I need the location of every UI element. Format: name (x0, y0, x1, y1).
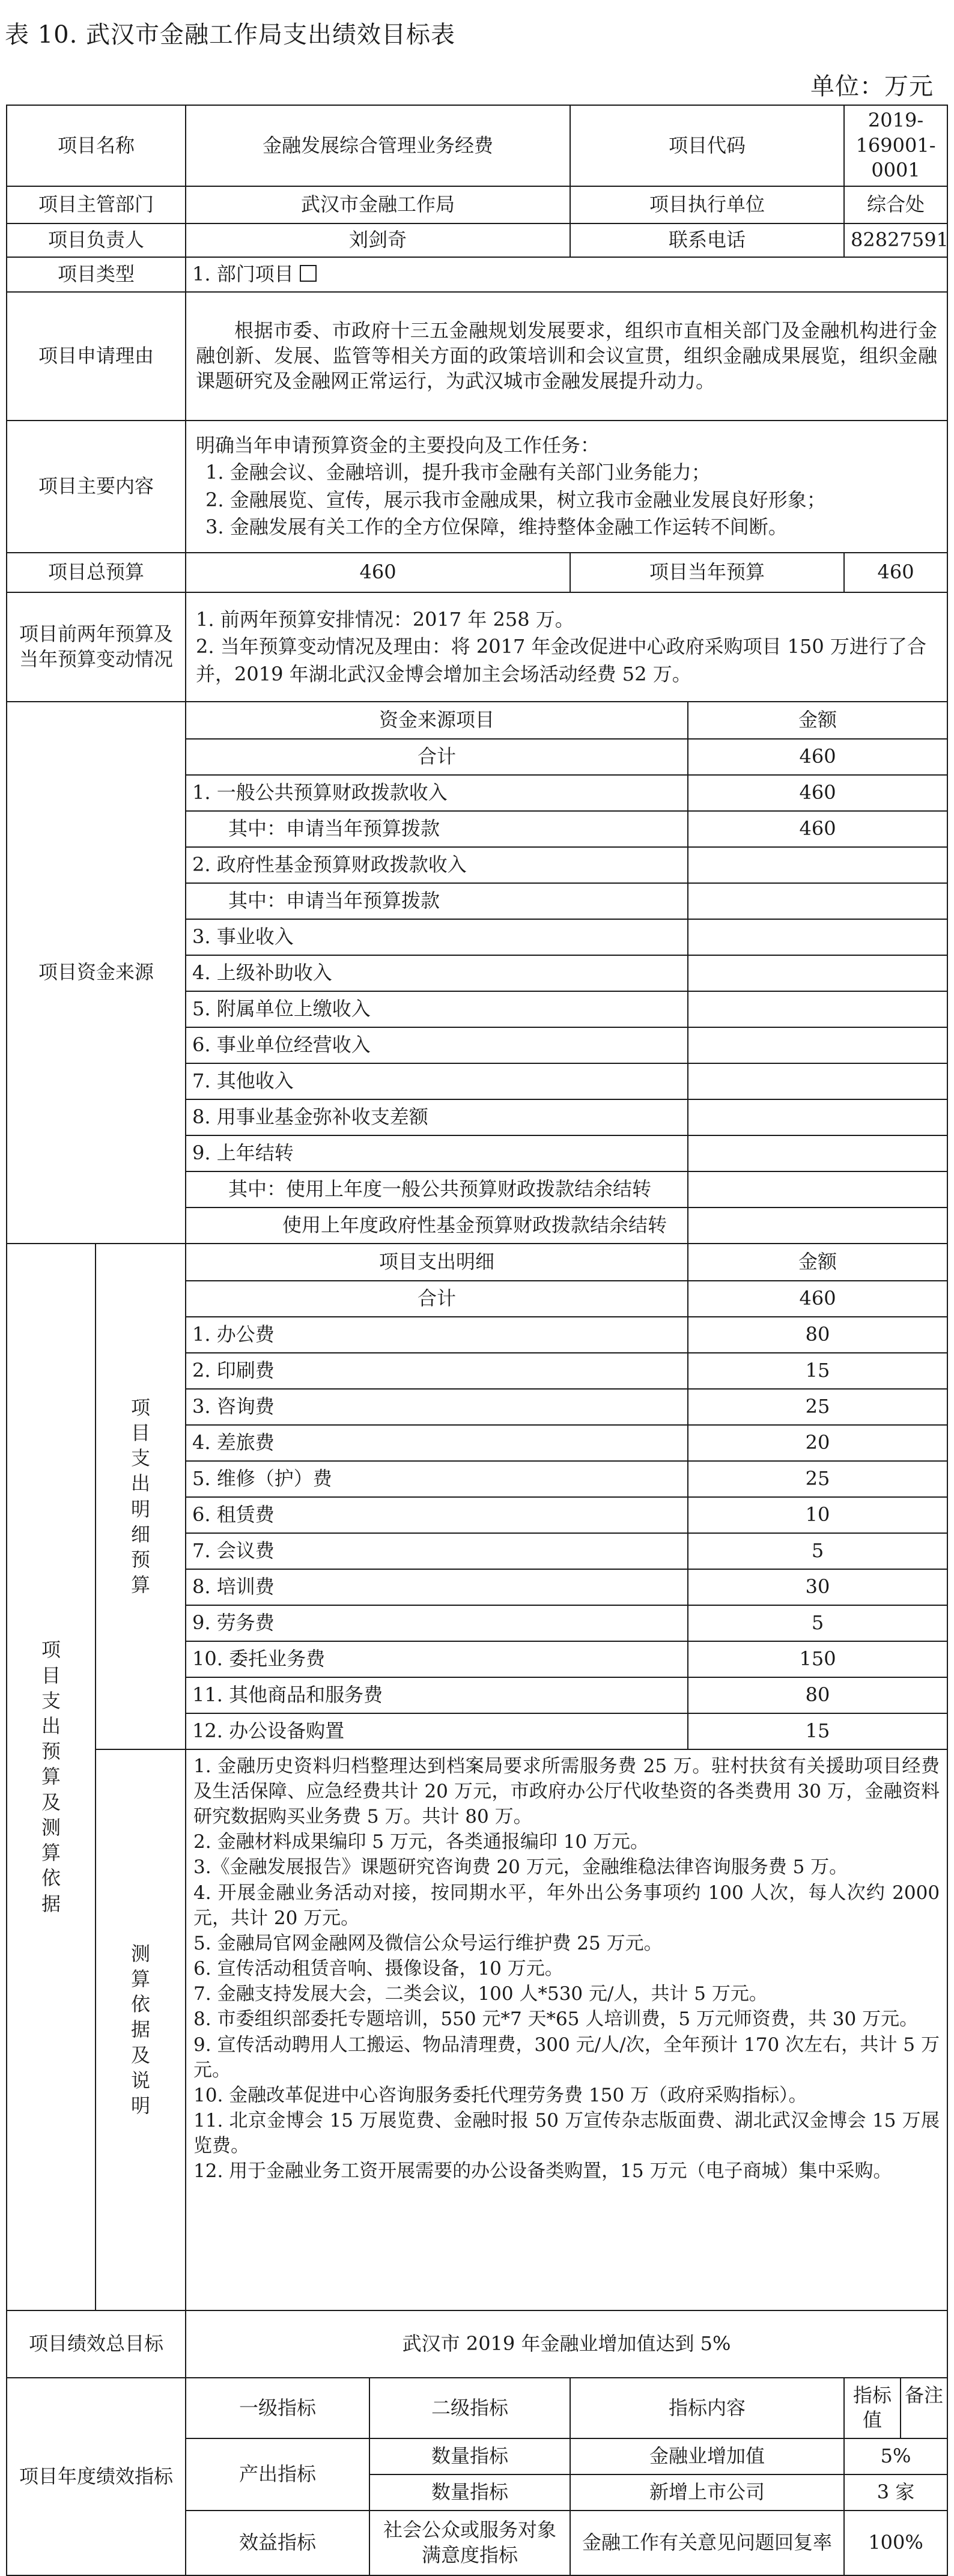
project-code-label: 项目代码 (570, 105, 844, 186)
funding-item: 1. 一般公共预算财政拨款收入 (186, 775, 688, 811)
basis-line: 10. 金融改革促进中心咨询服务委托代理劳务费 150 万（政府采购指标）。 (193, 2084, 807, 2106)
funding-amount (688, 1171, 947, 1208)
project-code-value: 2019-169001-0001 (844, 105, 947, 186)
expense-amount: 460 (688, 1281, 947, 1317)
indicator-content: 新增上市公司 (570, 2474, 844, 2511)
row-prev (7, 592, 947, 702)
funding-item: 使用上年度政府性基金预算财政拨款结余结转 (186, 1208, 688, 1244)
project-name-label: 项目名称 (7, 105, 186, 186)
funding-col-amount: 金额 (688, 702, 947, 739)
basis-line: 9. 宣传活动聘用人工搬运、物品清理费，300 元/人/次，全年预计 170 次左右，共计 5 万元。 (193, 2034, 940, 2081)
funding-item: 合计 (186, 739, 688, 775)
content-label: 项目主要内容 (7, 421, 186, 553)
expense-amount: 5 (688, 1533, 947, 1569)
performance-table (6, 105, 948, 2576)
funding-amount (688, 1099, 947, 1135)
checkbox-icon (300, 265, 317, 282)
goal-label: 项目绩效总目标 (7, 2310, 186, 2378)
basis-line: 2. 金融材料成果编印 5 万元，各类通报编印 10 万元。 (193, 1831, 649, 1853)
indicator-l2: 数量指标 (369, 2474, 570, 2511)
indicator-value: 100% (844, 2511, 947, 2575)
content-lines (186, 421, 947, 553)
budget-total-label: 项目总预算 (7, 553, 186, 592)
funding-item: 其中：申请当年预算拨款 (186, 811, 688, 847)
expense-item: 3. 咨询费 (186, 1389, 688, 1425)
basis-line: 11. 北京金博会 15 万展览费、金融时报 50 万宣传杂志版面费、湖北武汉金博会 15 万展览费。 (193, 2109, 940, 2157)
expense-amount: 15 (688, 1353, 947, 1389)
row-budget (7, 553, 947, 592)
expense-amount: 5 (688, 1605, 947, 1641)
indicator-l2: 数量指标 (369, 2438, 570, 2474)
goal-text: 武汉市 2019 年金融业增加值达到 5% (186, 2310, 947, 2378)
reason-label: 项目申请理由 (7, 292, 186, 421)
expense-item: 8. 培训费 (186, 1569, 688, 1605)
basis-line: 5. 金融局官网金融网及微信公众号运行维护费 25 万元。 (193, 1932, 663, 1954)
basis-row (7, 1749, 947, 2310)
indicator-content: 金融业增加值 (570, 2438, 844, 2474)
indicator-header-row (7, 2378, 947, 2438)
budget-total-value: 460 (186, 553, 570, 592)
funding-item: 5. 附属单位上缴收入 (186, 991, 688, 1027)
funding-amount (688, 955, 947, 991)
dept-value: 武汉市金融工作局 (186, 186, 570, 223)
indicator-col-note: 备注 (905, 2383, 944, 2407)
output-label: 产出指标 (186, 2438, 369, 2511)
expense-detail-text: 项目支出明细预算 (130, 1396, 150, 1597)
funding-label: 项目资金来源 (7, 702, 186, 1244)
content-line-2: 2. 金融展览、宣传，展示我市金融成果，树立我市金融业发展良好形象； (205, 488, 826, 511)
expense-amount: 10 (688, 1497, 947, 1533)
funding-item: 9. 上年结转 (186, 1135, 688, 1171)
expense-item: 2. 印刷费 (186, 1353, 688, 1389)
row-dept (7, 186, 947, 223)
funding-amount (688, 1063, 947, 1099)
phone-label: 联系电话 (570, 223, 844, 257)
expense-item: 合计 (186, 1281, 688, 1317)
content-line-3: 3. 金融发展有关工作的全方位保障，维持整体金融工作运转不间断。 (205, 515, 788, 539)
expense-amount: 25 (688, 1389, 947, 1425)
expense-amount: 20 (688, 1425, 947, 1461)
basis-label (96, 1749, 186, 2310)
expense-amount: 25 (688, 1461, 947, 1497)
exec-unit-label: 项目执行单位 (570, 186, 844, 223)
funding-item: 其中：使用上年度一般公共预算财政拨款结余结转 (186, 1171, 688, 1208)
budget-year-value: 460 (844, 553, 947, 592)
prev-line-0: 1. 前两年预算安排情况：2017 年 258 万。 (196, 607, 574, 631)
indicator-content: 金融工作有关意见问题回复率 (570, 2511, 844, 2575)
project-name-value: 金融发展综合管理业务经费 (186, 105, 570, 186)
funding-item: 3. 事业收入 (186, 919, 688, 955)
basis-line: 1. 金融历史资料归档整理达到档案局要求所需服务费 25 万。驻村扶贫有关援助项目经费及生活保障、应急经费共计 20 万元，市政府办公厅代收垫资的各类费用 30 万，金融资料研究数据购买业务费 5 万。共计 80 万。 (193, 1755, 940, 1828)
row-type (7, 257, 947, 292)
funding-item: 4. 上级补助收入 (186, 955, 688, 991)
expense-header-row (7, 1244, 947, 1281)
content-line-1: 1. 金融会议、金融培训，提升我市金融有关部门业务能力； (205, 461, 711, 484)
funding-amount: 460 (688, 775, 947, 811)
funding-amount (688, 847, 947, 883)
funding-amount (688, 883, 947, 919)
funding-item: 6. 事业单位经营收入 (186, 1027, 688, 1063)
funding-item: 8. 用事业基金弥补收支差额 (186, 1099, 688, 1135)
indicator-label: 项目年度绩效指标 (7, 2378, 186, 2575)
expense-item: 12. 办公设备购置 (186, 1713, 688, 1749)
basis-line: 12. 用于金融业务工资开展需要的办公设备类购置，15 万元（电子商城）集中采购。 (193, 2160, 892, 2183)
funding-amount (688, 1208, 947, 1244)
expense-amount: 30 (688, 1569, 947, 1605)
expense-col-amount: 金额 (688, 1244, 947, 1281)
expense-item: 10. 委托业务费 (186, 1641, 688, 1677)
funding-amount: 460 (688, 811, 947, 847)
reason-text: 根据市委、市政府十三五金融规划发展要求，组织市直相关部门及金融机构进行金融创新、发展、监管等相关方面的政策培训和会议宣贯，组织金融成果展览，组织金融课题研究及金融网正常运行，为武汉城市金融发展提升动力。 (186, 292, 947, 421)
funding-item: 2. 政府性基金预算财政拨款收入 (186, 847, 688, 883)
funding-col-item: 资金来源项目 (186, 702, 688, 739)
indicator-value: 5% (844, 2438, 947, 2474)
basis-line: 8. 市委组织部委托专题培训，550 元*7 天*65 人培训费，5 万元师资费，共 30 万元。 (193, 2008, 919, 2031)
phone-value: 82827591 (844, 223, 947, 257)
basis-line: 4. 开展金融业务活动对接，按同期水平，年外出公务事项约 100 人次，每人次约 2000 元，共计 20 万元。 (193, 1882, 940, 1929)
expense-item: 11. 其他商品和服务费 (186, 1677, 688, 1713)
goal-row (7, 2310, 947, 2378)
expense-amount: 15 (688, 1713, 947, 1749)
content-line-0: 明确当年申请预算资金的主要投向及工作任务： (196, 433, 600, 457)
indicator-l2: 社会公众或服务对象满意度指标 (369, 2511, 570, 2575)
funding-amount (688, 1027, 947, 1063)
funding-amount (688, 919, 947, 955)
expense-outer-label (7, 1244, 96, 2310)
expense-col-item: 项目支出明细 (186, 1244, 688, 1281)
basis-line: 6. 宣传活动租赁音响、摄像设备，10 万元。 (193, 1958, 564, 1980)
budget-year-label: 项目当年预算 (570, 553, 844, 592)
funding-item: 其中：申请当年预算拨款 (186, 883, 688, 919)
indicator-value: 3 家 (844, 2474, 947, 2511)
dept-label: 项目主管部门 (7, 186, 186, 223)
expense-item: 6. 租赁费 (186, 1497, 688, 1533)
funding-amount (688, 991, 947, 1027)
leader-label: 项目负责人 (7, 223, 186, 257)
prev-lines (186, 592, 947, 702)
expense-item: 7. 会议费 (186, 1533, 688, 1569)
effect-label: 效益指标 (186, 2511, 369, 2575)
expense-outer-text: 项目支出预算及测算依据 (41, 1638, 61, 1915)
expense-item: 9. 劳务费 (186, 1605, 688, 1641)
expense-item: 4. 差旅费 (186, 1425, 688, 1461)
indicator-col-value (844, 2378, 947, 2438)
leader-value: 刘剑奇 (186, 223, 570, 257)
basis-label-text: 测算依据及说明 (130, 1942, 150, 2118)
basis-line: 7. 金融支持发展大会，二类会议，100 人*530 元/人，共计 5 万元。 (193, 1983, 768, 2005)
row-reason (7, 292, 947, 421)
expense-item: 1. 办公费 (186, 1317, 688, 1353)
funding-amount: 460 (688, 739, 947, 775)
type-value-cell (186, 257, 947, 292)
indicator-col-content: 指标内容 (570, 2378, 844, 2438)
funding-item: 7. 其他收入 (186, 1063, 688, 1099)
expense-amount: 150 (688, 1641, 947, 1677)
basis-line: 3.《金融发展报告》课题研究咨询费 20 万元，金融维稳法律咨询服务费 5 万。 (193, 1856, 848, 1879)
expense-amount: 80 (688, 1677, 947, 1713)
funding-header-row (7, 702, 947, 739)
exec-unit-value: 综合处 (844, 186, 947, 223)
expense-item: 5. 维修（护）费 (186, 1461, 688, 1497)
type-value: 1. 部门项目 (192, 262, 294, 285)
indicator-col-l1: 一级指标 (186, 2378, 369, 2438)
indicator-col-l2: 二级指标 (369, 2378, 570, 2438)
funding-amount (688, 1135, 947, 1171)
indicator-col-value-text: 指标值 (845, 2378, 901, 2438)
unit-label: 单位：万元 (810, 73, 934, 100)
type-label: 项目类型 (7, 257, 186, 292)
expense-detail-label (96, 1244, 186, 1749)
prev-line-1: 2. 当年预算变动情况及理由：将 2017 年金改促进中心政府采购项目 150 万进行了合并，2019 年湖北武汉金博会增加主会场活动经费 52 万。 (196, 635, 926, 685)
table-caption: 表 10. 武汉市金融工作局支出绩效目标表 (5, 21, 456, 49)
row-content (7, 421, 947, 553)
basis-text (186, 1749, 947, 2310)
row-project-name (7, 105, 947, 186)
prev-label: 项目前两年预算及当年预算变动情况 (7, 592, 186, 702)
row-leader (7, 223, 947, 257)
expense-amount: 80 (688, 1317, 947, 1353)
